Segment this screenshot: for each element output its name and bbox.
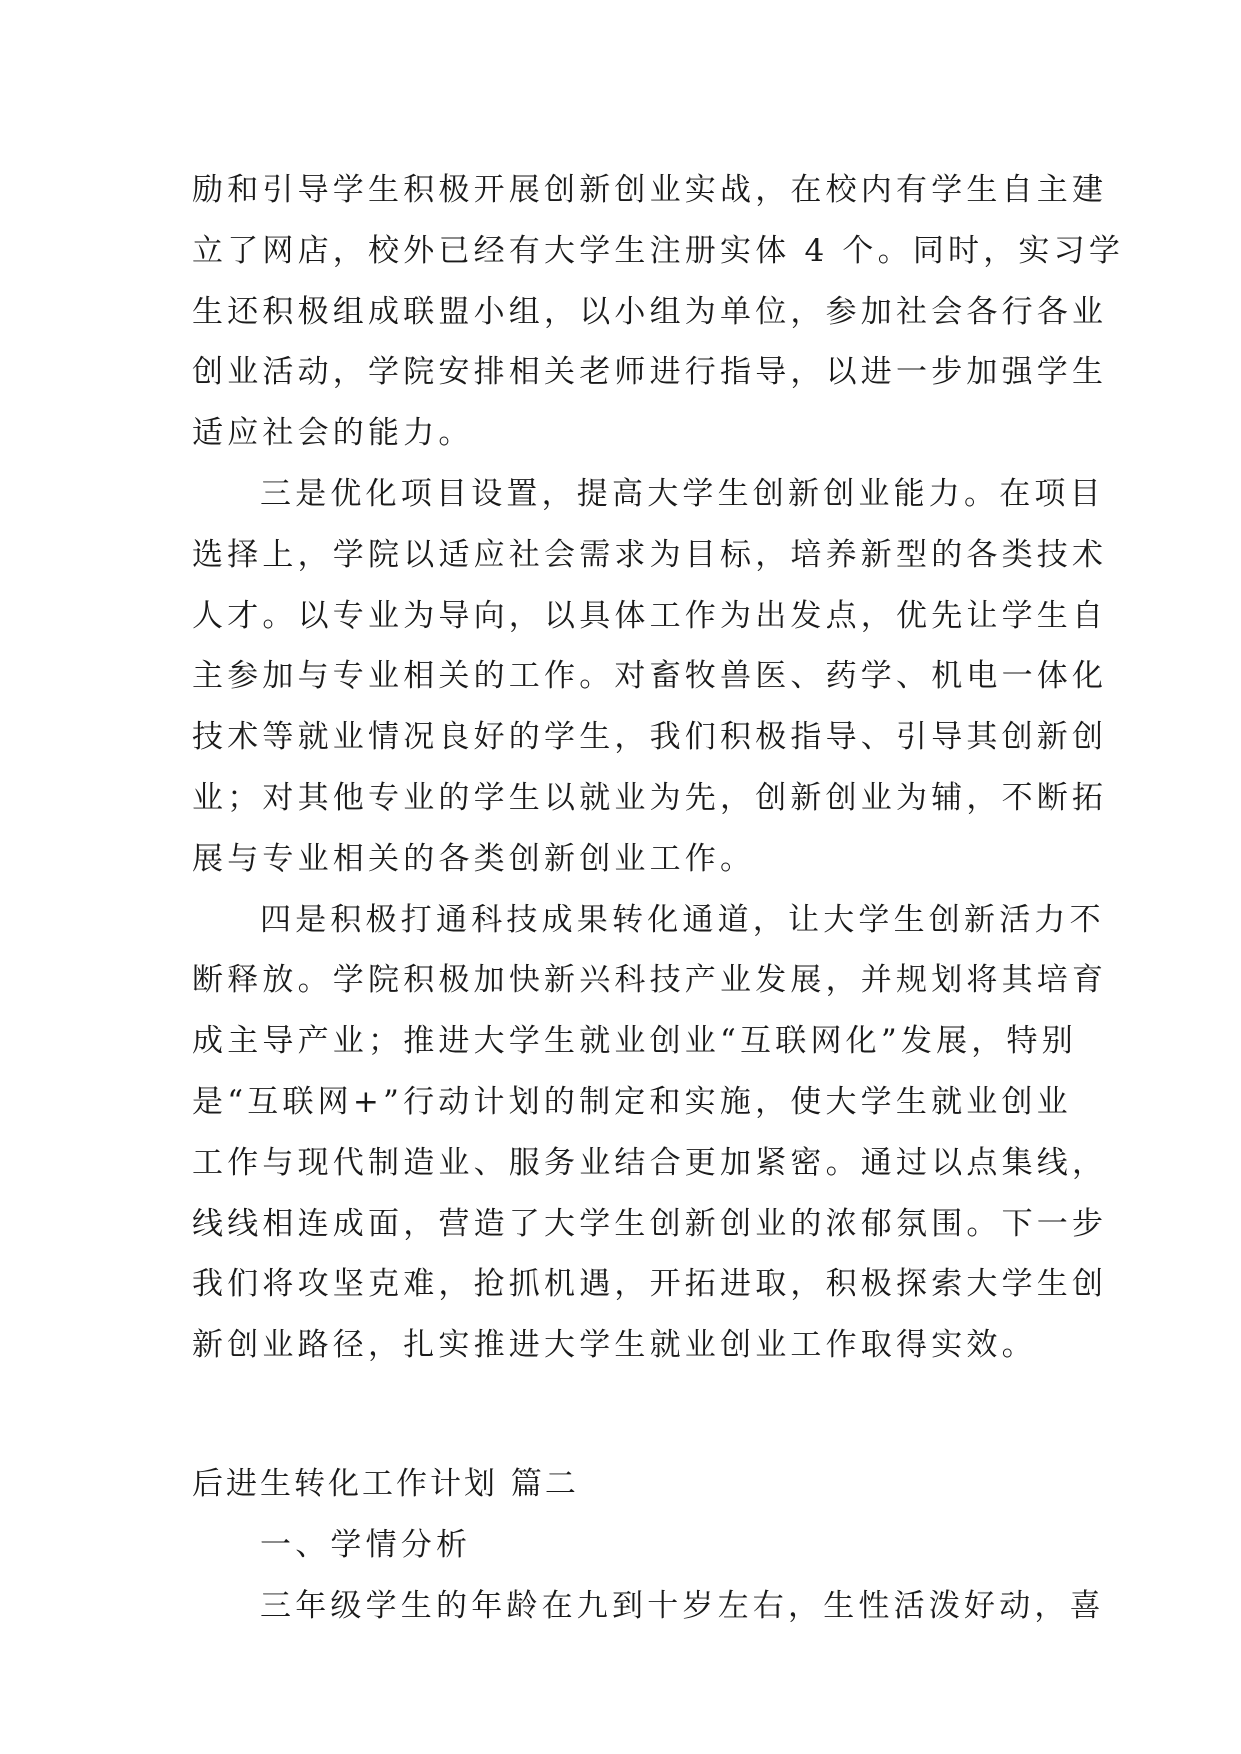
text-line: 工作与现代制造业、服务业结合更加紧密。通过以点集线， — [192, 1144, 1108, 1181]
text-line: 立了网店，校外已经有大学生注册实体 4 个。同时，实习学 — [192, 232, 1125, 269]
text-line: 四是积极打通科技成果转化通道，让大学生创新活力不 — [260, 901, 1105, 938]
text-line: 三年级学生的年龄在九到十岁左右，生性活泼好动，喜 — [260, 1587, 1105, 1624]
text-line: 线线相连成面，营造了大学生创新创业的浓郁氛围。下一步 — [192, 1205, 1108, 1242]
subsection-title: 一、学情分析 — [260, 1526, 472, 1563]
paragraph-optimize-projects — [192, 464, 1108, 890]
document-page — [192, 160, 1125, 1636]
text-line: 断释放。学院积极加快新兴科技产业发展，并规划将其培育 — [192, 962, 1108, 999]
text-line: 选择上，学院以适应社会需求为目标，培养新型的各类技术 — [192, 536, 1108, 573]
text-line: 人才。以专业为导向，以具体工作为出发点，优先让学生自 — [192, 597, 1108, 634]
text-line: 我们将攻坚克难，抢抓机遇，开拓进取，积极探索大学生创 — [192, 1266, 1108, 1303]
section-title: 后进生转化工作计划 篇二 — [192, 1465, 579, 1502]
paragraph-student-analysis — [192, 1576, 1105, 1637]
paragraph-tech-transfer — [192, 890, 1108, 1376]
text-line: 适应社会的能力。 — [192, 415, 474, 452]
text-line: 成主导产业；推进大学生就业创业“互联网化”发展，特别 — [192, 1023, 1077, 1060]
text-line: 励和引导学生积极开展创新创业实战，在校内有学生自主建 — [192, 172, 1108, 208]
text-line: 展与专业相关的各类创新创业工作。 — [192, 840, 756, 877]
text-line: 三是优化项目设置，提高大学生创新创业能力。在项目 — [260, 475, 1105, 512]
text-line: 是“互联网+”行动计划的制定和实施，使大学生就业创业 — [192, 1083, 1072, 1120]
text-line: 创业活动，学院安排相关老师进行指导，以进一步加强学生 — [192, 354, 1108, 391]
text-line: 主参加与专业相关的工作。对畜牧兽医、药学、机电一体化 — [192, 658, 1108, 695]
text-line: 业；对其他专业的学生以就业为先，创新创业为辅，不断拓 — [192, 779, 1108, 816]
text-line: 生还积极组成联盟小组，以小组为单位，参加社会各行各业 — [192, 293, 1108, 330]
text-line: 技术等就业情况良好的学生，我们积极指导、引导其创新创 — [192, 719, 1108, 756]
text-line: 新创业路径，扎实推进大学生就业创业工作取得实效。 — [192, 1327, 1037, 1364]
paragraph-continuation — [192, 160, 1125, 464]
section-spacer — [192, 1376, 1060, 1454]
